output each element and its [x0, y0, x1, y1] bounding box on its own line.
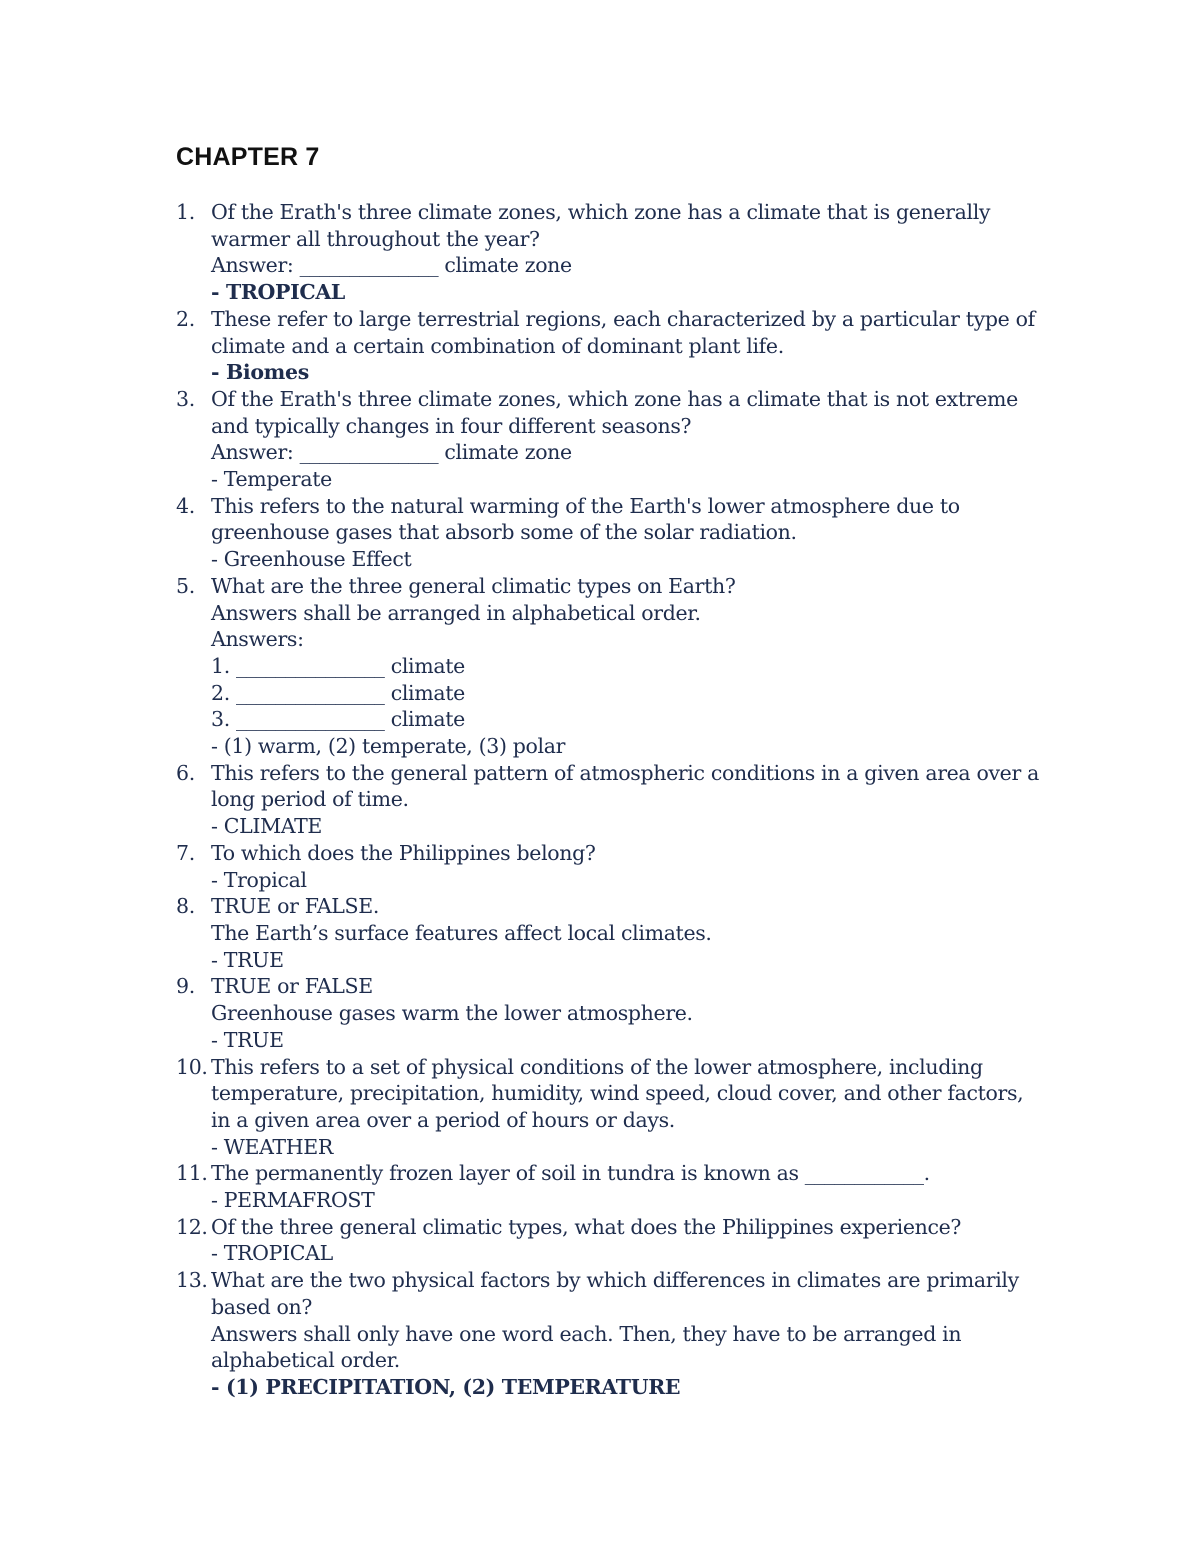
question-number: 1. [176, 200, 195, 224]
answer-text: - CLIMATE [211, 814, 323, 839]
question-text: based on? [211, 1294, 313, 1319]
answer-text: - Temperate [211, 467, 332, 492]
question-item [0, 1054, 1200, 1161]
question-item [0, 493, 1200, 573]
question-text: greenhouse gases that absorb some of the solar radiation. [211, 520, 797, 545]
question-item [0, 973, 1200, 1053]
answer-text: - PERMAFROST [211, 1188, 375, 1213]
question-text: and typically changes in four different seasons? [211, 413, 692, 438]
question-item [0, 1160, 1200, 1213]
answer-blank-line: 3. _______________ climate [211, 707, 465, 732]
question-text: What are the three general climatic types on Earth? [211, 573, 736, 598]
question-number: 2. [176, 306, 195, 331]
question-number: 3. [176, 386, 195, 411]
question-text: temperature, precipitation, humidity, wind speed, cloud cover, and other factors, [211, 1081, 1024, 1106]
question-number: 7. [176, 840, 195, 865]
question-text: Greenhouse gases warm the lower atmosphere. [211, 1001, 693, 1026]
question-item [0, 386, 1200, 493]
question-number: 12. [176, 1214, 208, 1239]
question-text: The permanently frozen layer of soil in tundra is known as ____________. [211, 1161, 930, 1186]
answer-blank-line: Answer: ______________ climate zone [211, 440, 572, 465]
question-item [0, 1267, 1200, 1401]
answer-blank-line: 1. _______________ climate [211, 653, 465, 678]
question-text: warmer all throughout the year? [211, 226, 540, 251]
chapter-title: CHAPTER 7 [176, 143, 320, 171]
question-text: This refers to the natural warming of the Earth's lower atmosphere due to [211, 493, 960, 518]
question-text: long period of time. [211, 787, 409, 812]
question-number: 5. [176, 573, 195, 598]
question-text: These refer to large terrestrial regions, each characterized by a particular type of [211, 306, 1035, 331]
question-text: This refers to the general pattern of atmospheric conditions in a given area over a [211, 760, 1039, 785]
question-text: The Earth’s surface features affect local climates. [211, 920, 712, 945]
question-number: 8. [176, 894, 195, 919]
answer-text: - Greenhouse Effect [211, 547, 412, 572]
question-list [0, 199, 1200, 1401]
question-text: TRUE or FALSE [211, 974, 373, 999]
question-item [0, 1214, 1200, 1267]
answer-text: - Tropical [211, 867, 307, 892]
answer-blank-line: Answer: ______________ climate zone [211, 253, 572, 278]
question-text: in a given area over a period of hours or days. [211, 1107, 675, 1132]
question-number: 4. [176, 493, 195, 518]
answer-text: - TROPICAL [211, 280, 345, 305]
question-text: Of the Erath's three climate zones, which zone has a climate that is generally [211, 200, 991, 224]
question-text: Of the Erath's three climate zones, which zone has a climate that is not extreme [211, 386, 1018, 411]
question-text: Of the three general climatic types, what does the Philippines experience? [211, 1214, 962, 1239]
answer-text: - TRUE [211, 1027, 284, 1052]
answer-text: - WEATHER [211, 1134, 333, 1159]
question-text: Answers shall be arranged in alphabetical order. [211, 600, 701, 625]
question-text: To which does the Philippines belong? [211, 840, 596, 865]
question-text: climate and a certain combination of dominant plant life. [211, 333, 784, 358]
question-number: 9. [176, 974, 195, 999]
question-number: 10. [176, 1054, 208, 1079]
question-number: 13. [176, 1268, 208, 1293]
question-item [0, 306, 1200, 386]
answer-blank-line: 2. _______________ climate [211, 680, 465, 705]
answer-text: - (1) PRECIPITATION, (2) TEMPERATURE [211, 1374, 681, 1399]
question-number: 11. [176, 1161, 208, 1186]
answer-text: - TRUE [211, 947, 284, 972]
question-item [0, 573, 1200, 760]
question-item [0, 760, 1200, 840]
question-text: This refers to a set of physical conditions of the lower atmosphere, including [211, 1054, 983, 1079]
answer-text: - TROPICAL [211, 1241, 333, 1266]
question-text: alphabetical order. [211, 1348, 400, 1373]
answer-text: - Biomes [211, 360, 309, 385]
question-text: What are the two physical factors by which differences in climates are primarily [211, 1268, 1019, 1293]
question-item [0, 199, 1200, 306]
question-text: Answers: [211, 627, 304, 652]
question-number: 6. [176, 760, 195, 785]
question-text: Answers shall only have one word each. Then, they have to be arranged in [211, 1321, 962, 1346]
question-item [0, 893, 1200, 973]
answer-text: - (1) warm, (2) temperate, (3) polar [211, 734, 566, 759]
question-item [0, 840, 1200, 893]
question-text: TRUE or FALSE. [211, 894, 380, 919]
